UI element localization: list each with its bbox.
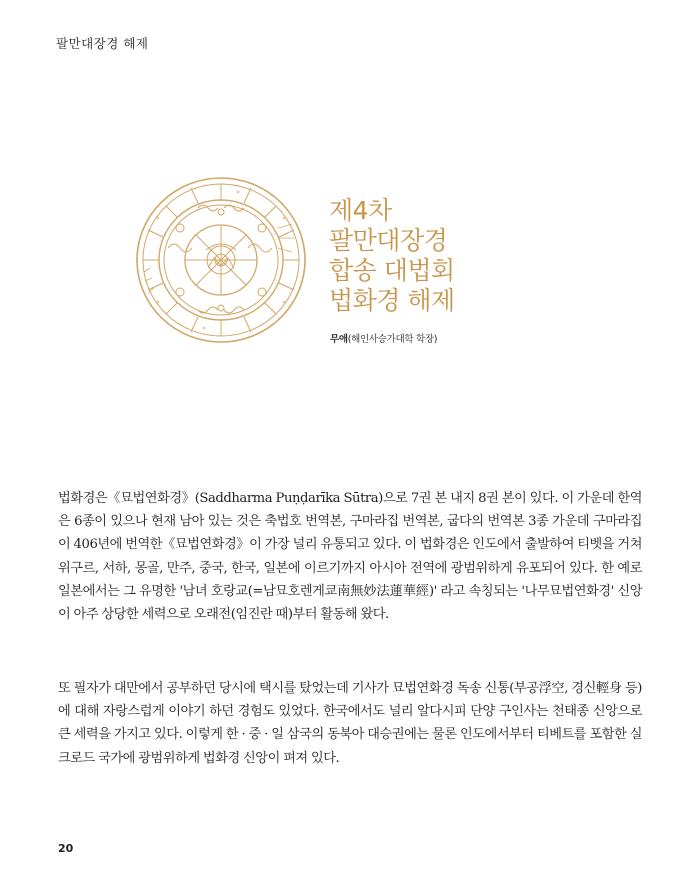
title-line-4: 법화경 해제 [329,286,455,315]
wheel-of-life-mandala-icon [128,168,318,348]
title-line-1: 제4차 [329,196,392,225]
body-paragraph-1: 법화경은《묘법연화경》(Saddharma Puṇḍarīka Sūtra)으로 7권 본 내지 8권 본이 있다. 이 가운데 한역은 6종이 있으나 현재 남아 있는 것은 축법호 번역본, 구마라집 번역본, 굽다의 번역본 3종 가운데 구마라집이 406년에 번역한《묘법연화경》이 가장 널리 유통되고 있다. 이 법화경은 인도에서 출발하여 티벳을 거쳐 위구르, 서하, 몽골, 만주, 중국, 한국, 일본에 이르기까지 아시아 전역에 광범위하게 유포되어 있다. 한 예로 일본에서는 그 유명한 '남녀 호랑교(=남묘호렌게쿄南無妙法蓮華經)' 라고 속칭되는 '나무묘법연화경' 신앙이 아주 상당한 세력으로 오래전(임진란 때)부터 활동해 왔다. [58,491,642,623]
title-line-2: 팔만대장경 [329,226,448,255]
page-number: 20 [58,842,74,855]
author-byline [330,331,437,345]
author-name: 무애 [330,334,348,345]
body-paragraph-2: 또 필자가 대만에서 공부하던 당시에 택시를 탔었는데 기사가 묘법연화경 독송 신통(부공浮空, 경신輕身 등)에 대해 자랑스럽게 이야기 하던 경험도 있었다. 한국에서도 널리 알다시피 단양 구인사는 천태종 신앙으로 큰 세력을 가지고 있다. 이렇게 한 · 중 · 일 삼국의 동북아 대승권에는 물론 인도에서부터 티베트를 포함한 실크로드 국가에 광범위하게 법화경 신앙이 펴져 있다. [58,681,642,766]
title-line-3: 합송 대법회 [329,256,455,285]
running-header: 팔만대장경 해제 [56,36,149,51]
article-title [329,196,455,316]
author-affiliation: (해인사승가대학 학장) [347,334,438,345]
